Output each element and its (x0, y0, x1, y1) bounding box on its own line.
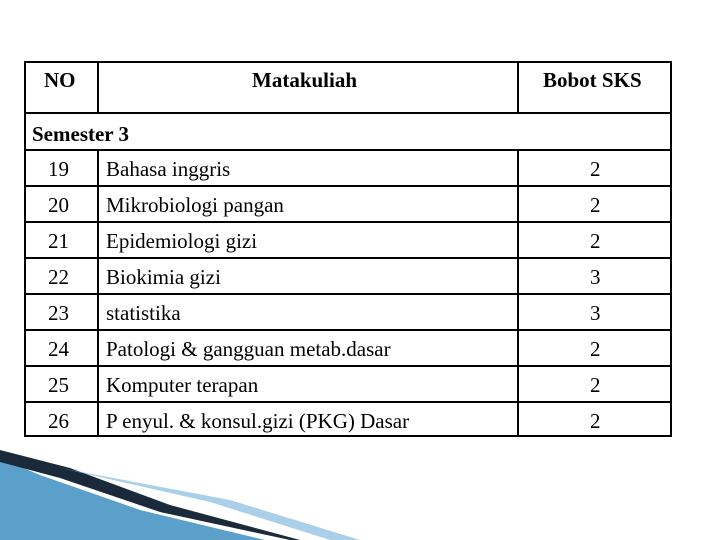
row-credits: 2 (590, 157, 601, 181)
row-course: Epidemiologi gizi (106, 229, 258, 253)
row-course: Mikrobiologi pangan (106, 193, 284, 217)
header-no: NO (44, 68, 76, 92)
row-credits: 3 (590, 301, 601, 325)
row-no: 23 (48, 301, 69, 325)
header-credits: Bobot SKS (543, 68, 642, 92)
row-no: 22 (48, 265, 69, 289)
row-course: Biokimia gizi (106, 265, 221, 289)
row-credits: 2 (590, 373, 601, 397)
decorative-swoosh (0, 450, 720, 540)
row-credits: 2 (590, 193, 601, 217)
row-course: P enyul. & konsul.gizi (PKG) Dasar (106, 409, 410, 433)
row-credits: 2 (590, 229, 601, 253)
row-no: 19 (48, 157, 69, 181)
row-no: 20 (48, 193, 69, 217)
section-label: Semester 3 (32, 122, 129, 146)
header-course: Matakuliah (252, 68, 358, 92)
row-course: Komputer terapan (106, 373, 259, 397)
course-table (24, 61, 672, 437)
row-no: 21 (48, 229, 69, 253)
row-no: 26 (48, 409, 69, 433)
row-credits: 2 (590, 337, 601, 361)
row-course: Bahasa inggris (106, 157, 231, 181)
row-credits: 2 (590, 409, 601, 433)
row-course: Patologi & gangguan metab.dasar (106, 337, 391, 361)
row-course: statistika (106, 301, 181, 325)
row-credits: 3 (590, 265, 601, 289)
row-no: 24 (48, 337, 69, 361)
row-no: 25 (48, 373, 69, 397)
